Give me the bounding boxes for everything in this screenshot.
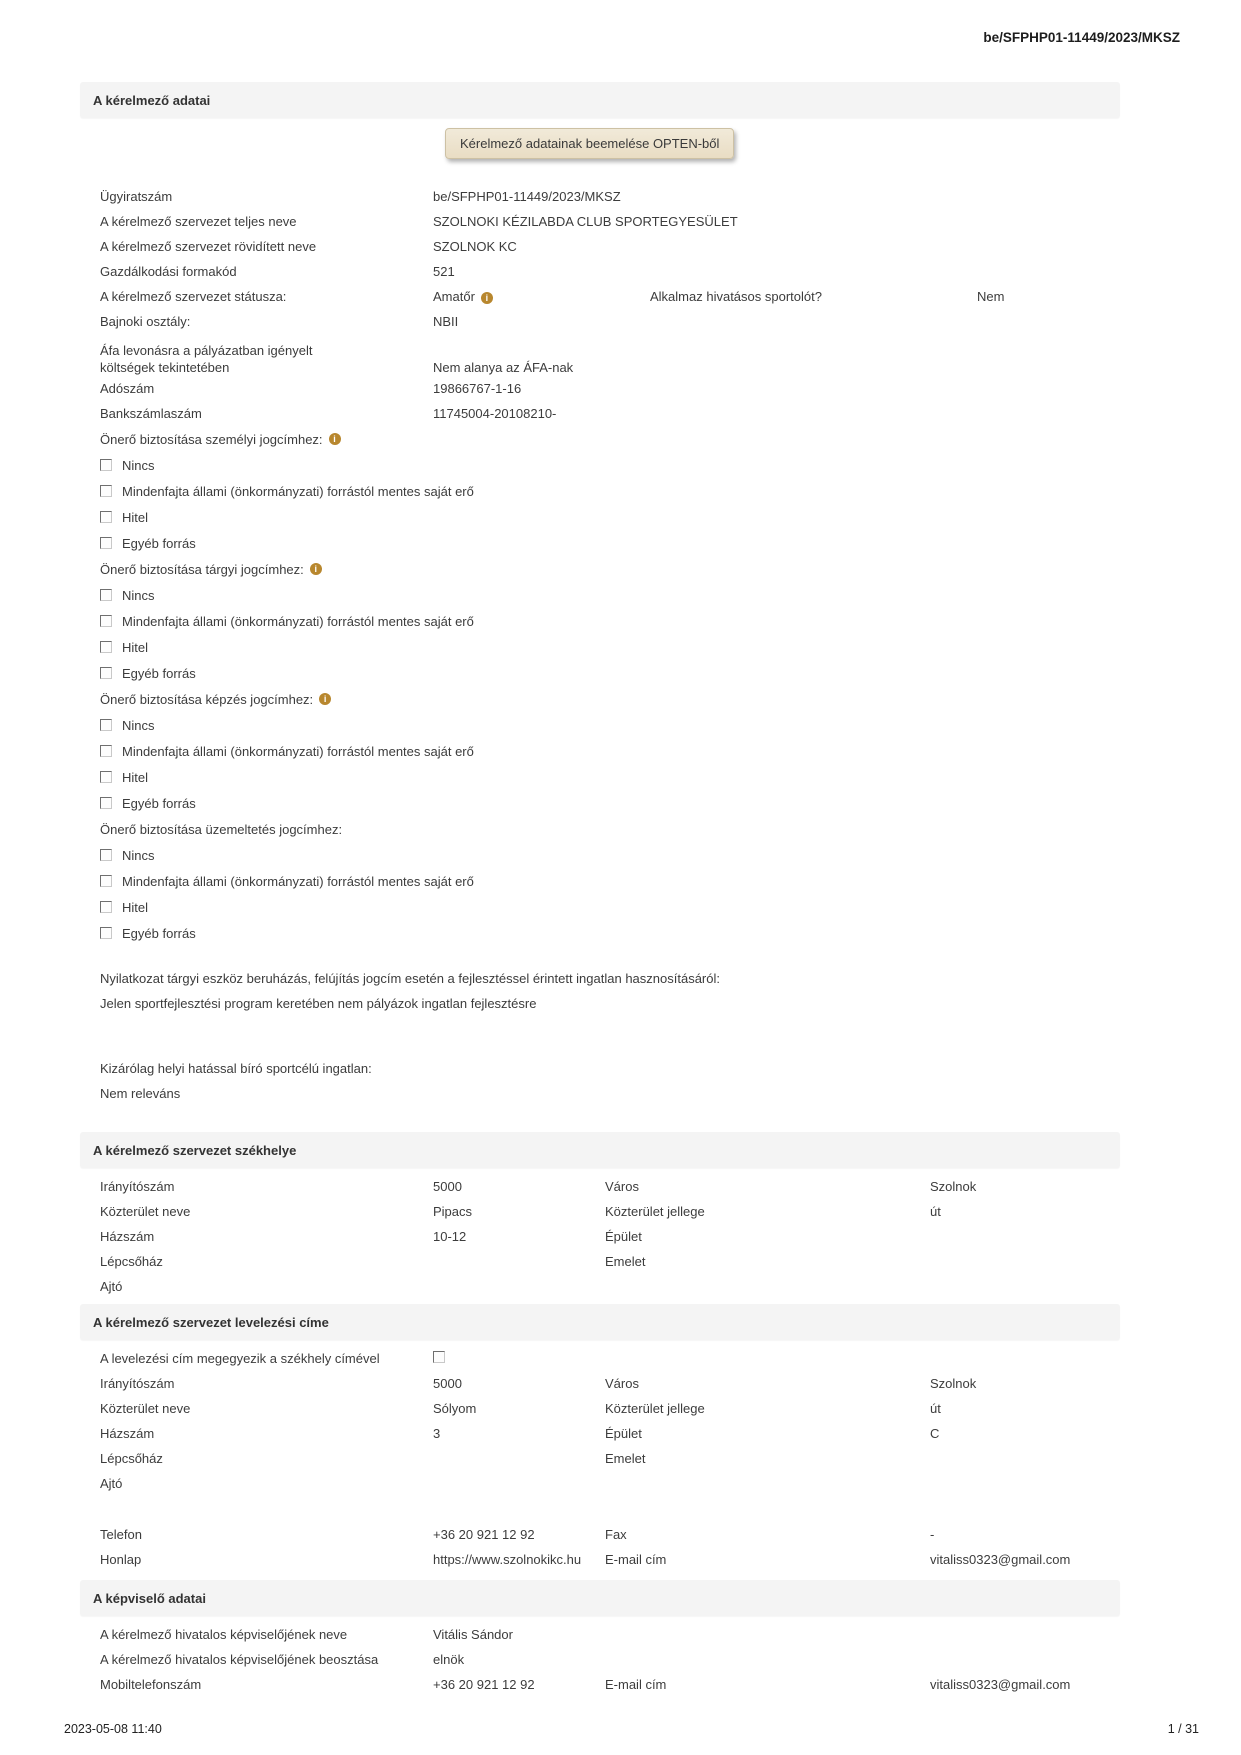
- checkbox-row: [80, 660, 1120, 686]
- section-title: A kérelmező szervezet székhelye: [93, 1142, 297, 1158]
- field-value: Szolnok: [930, 1376, 977, 1391]
- field-row-bankszamla: [80, 401, 1120, 426]
- section-header-headquarters: [80, 1132, 1120, 1168]
- address-row: [80, 1174, 1120, 1199]
- address-row: [80, 1421, 1120, 1446]
- checkbox-group-kepzes: [80, 686, 1120, 712]
- field-value: Vitális Sándor: [433, 1627, 513, 1642]
- contact-fields: [80, 1522, 1120, 1572]
- checkbox-egyeb[interactable]: [100, 797, 112, 809]
- field-value: https://www.szolnokikc.hu: [433, 1552, 582, 1567]
- field-label: A levelezési cím megegyezik a székhely címével: [100, 1351, 380, 1366]
- applicant-fields: [80, 184, 1120, 1106]
- checkbox-label: Hitel: [122, 769, 149, 785]
- status-value: Amatőr: [433, 289, 475, 304]
- checkbox-label: Nincs: [122, 457, 155, 473]
- section-header-mailing: [80, 1304, 1120, 1340]
- section-title: A kérelmező szervezet levelezési címe: [93, 1314, 329, 1330]
- representative-fields: [80, 1622, 1120, 1697]
- field-row-mobil: [80, 1672, 1120, 1697]
- opten-import-button[interactable]: Kérelmező adatainak beemelése OPTEN-ből: [445, 128, 734, 159]
- same-as-hq-row: [80, 1346, 1120, 1371]
- checkbox-row: [80, 764, 1120, 790]
- field-row-statusz: [80, 284, 1120, 309]
- field-value: be/SFPHP01-11449/2023/MKSZ: [433, 189, 621, 204]
- checkbox-row: [80, 478, 1120, 504]
- field-label: E-mail cím: [605, 1677, 667, 1692]
- checkbox-label: Mindenfajta állami (önkormányzati) forrástól mentes saját erő: [122, 743, 474, 759]
- address-row: [80, 1199, 1120, 1224]
- checkbox-sajat-ero[interactable]: [100, 745, 112, 757]
- checkbox-row: [80, 842, 1120, 868]
- field-value: 11745004-20108210-: [433, 406, 557, 421]
- checkbox-row: [80, 452, 1120, 478]
- checkbox-sajat-ero[interactable]: [100, 875, 112, 887]
- field-label: Alkalmaz hivatásos sportolót?: [650, 289, 822, 304]
- section-title: A képviselő adatai: [93, 1590, 206, 1606]
- headquarters-fields: [80, 1174, 1120, 1299]
- field-value: Szolnok: [930, 1179, 977, 1194]
- opten-button-row: [80, 128, 1120, 162]
- field-label-line1: Áfa levonásra a pályázatban igényelt: [100, 343, 313, 358]
- checkbox-group-targyi: [80, 556, 1120, 582]
- checkbox-egyeb[interactable]: [100, 537, 112, 549]
- field-value: -: [930, 1527, 935, 1542]
- checkbox-group-personal: [80, 426, 1120, 452]
- declaration-property-label: Nyilatkozat tárgyi eszköz beruházás, felújítás jogcím esetén a fejlesztéssel érintett ingatlan hasznosításáról:: [100, 971, 720, 986]
- field-label: Emelet: [605, 1254, 646, 1269]
- checkbox-row: [80, 582, 1120, 608]
- field-row-adoszam: [80, 376, 1120, 401]
- field-value: 10-12: [433, 1229, 467, 1244]
- field-value: út: [930, 1204, 941, 1219]
- field-label: Épület: [605, 1426, 642, 1441]
- contact-row: [80, 1522, 1120, 1547]
- field-label: Közterület jellege: [605, 1401, 705, 1416]
- field-value: SZOLNOKI KÉZILABDA CLUB SPORTEGYESÜLET: [433, 214, 738, 229]
- field-row-teljes-neve: [80, 209, 1120, 234]
- checkbox-label: Egyéb forrás: [122, 925, 196, 941]
- field-value: +36 20 921 12 92: [433, 1527, 535, 1542]
- field-label: Honlap: [100, 1552, 142, 1567]
- checkbox-row: [80, 738, 1120, 764]
- checkbox-label: Nincs: [122, 587, 155, 603]
- page-content: [80, 0, 1120, 1697]
- info-icon[interactable]: i: [310, 563, 322, 575]
- field-label: Közterület jellege: [605, 1204, 705, 1219]
- group-title: Önerő biztosítása személyi jogcímhez:: [100, 431, 323, 447]
- section-title: A kérelmező adatai: [93, 92, 211, 108]
- checkbox-nincs[interactable]: [100, 849, 112, 861]
- address-row: [80, 1471, 1120, 1496]
- field-value: 3: [433, 1426, 441, 1441]
- address-row: [80, 1371, 1120, 1396]
- checkbox-group-uzemeltetes: [80, 816, 1120, 842]
- field-value: elnök: [433, 1652, 465, 1667]
- field-row-afa: [80, 334, 1120, 376]
- address-row: [80, 1446, 1120, 1471]
- field-label: Mobiltelefonszám: [100, 1677, 202, 1692]
- checkbox-row: [80, 868, 1120, 894]
- address-row: [80, 1274, 1120, 1299]
- field-label: Irányítószám: [100, 1179, 175, 1194]
- field-label: Adószám: [100, 381, 155, 396]
- field-label: A kérelmező hivatalos képviselőjének beosztása: [100, 1652, 379, 1667]
- checkbox-label: Egyéb forrás: [122, 535, 196, 551]
- field-value: NBII: [433, 314, 459, 329]
- field-label: Emelet: [605, 1451, 646, 1466]
- field-label: A kérelmező szervezet státusza:: [100, 289, 287, 304]
- field-label: [100, 342, 433, 376]
- field-label-line2: költségek tekintetében: [100, 360, 230, 375]
- field-label: A kérelmező szervezet teljes neve: [100, 214, 297, 229]
- address-row: [80, 1224, 1120, 1249]
- field-value: [433, 289, 650, 304]
- address-row: [80, 1396, 1120, 1421]
- checkbox-label: Nincs: [122, 717, 155, 733]
- checkbox-sajat-ero[interactable]: [100, 485, 112, 497]
- checkbox-row: [80, 790, 1120, 816]
- info-icon[interactable]: i: [319, 693, 331, 705]
- declaration-local-value: Nem releváns: [100, 1086, 181, 1101]
- section-header-representative: [80, 1580, 1120, 1616]
- checkbox-label: Hitel: [122, 509, 149, 525]
- field-label: Gazdálkodási formakód: [100, 264, 237, 279]
- checkbox-label: Hitel: [122, 899, 149, 915]
- field-label: E-mail cím: [605, 1552, 667, 1567]
- field-label: Ügyiratszám: [100, 189, 173, 204]
- field-label: Ajtó: [100, 1476, 123, 1491]
- declaration-local-label: Kizárólag helyi hatással bíró sportcélú ingatlan:: [100, 1061, 372, 1076]
- mailing-fields: [80, 1346, 1120, 1496]
- field-row-ugyiratszam: [80, 184, 1120, 209]
- checkbox-nincs[interactable]: [100, 589, 112, 601]
- field-value: 19866767-1-16: [433, 381, 522, 396]
- info-icon[interactable]: i: [481, 292, 493, 304]
- field-row-bajnoki: [80, 309, 1120, 334]
- field-label: A kérelmező hivatalos képviselőjének neve: [100, 1627, 348, 1642]
- field-row-rovid-neve: [80, 234, 1120, 259]
- checkbox-row: [80, 894, 1120, 920]
- group-title: Önerő biztosítása üzemeltetés jogcímhez:: [100, 821, 343, 837]
- footer-page-number: 1 / 31: [1167, 1722, 1199, 1736]
- field-value: út: [930, 1401, 941, 1416]
- contact-row: [80, 1547, 1120, 1572]
- checkbox-row: [80, 608, 1120, 634]
- checkbox-row: [80, 530, 1120, 556]
- checkbox-label: Hitel: [122, 639, 149, 655]
- document-number: be/SFPHP01-11449/2023/MKSZ: [983, 30, 1180, 45]
- checkbox-row: [80, 634, 1120, 660]
- checkbox-nincs[interactable]: [100, 719, 112, 731]
- footer-date: 2023-05-08 11:40: [64, 1722, 162, 1736]
- field-label: Bankszámlaszám: [100, 406, 202, 421]
- field-label: Épület: [605, 1229, 642, 1244]
- checkbox-egyeb[interactable]: [100, 667, 112, 679]
- checkbox-label: Mindenfajta állami (önkormányzati) forrástól mentes saját erő: [122, 483, 474, 499]
- field-label: Házszám: [100, 1426, 155, 1441]
- field-value: SZOLNOK KC: [433, 239, 517, 254]
- field-row-formakod: [80, 259, 1120, 284]
- info-icon[interactable]: i: [329, 433, 341, 445]
- field-value: vitaliss0323@gmail.com: [930, 1677, 1071, 1692]
- checkbox-hitel[interactable]: [100, 901, 112, 913]
- checkbox-label: Mindenfajta állami (önkormányzati) forrástól mentes saját erő: [122, 873, 474, 889]
- field-row-kepviselo-beosztasa: [80, 1647, 1120, 1672]
- checkbox-label: Mindenfajta állami (önkormányzati) forrástól mentes saját erő: [122, 613, 474, 629]
- field-label: Város: [605, 1179, 639, 1194]
- field-label: Fax: [605, 1527, 627, 1542]
- field-value: +36 20 921 12 92: [433, 1677, 535, 1692]
- checkbox-egyeb[interactable]: [100, 927, 112, 939]
- checkbox-same-address[interactable]: [433, 1351, 445, 1363]
- field-label: Ajtó: [100, 1279, 123, 1294]
- checkbox-hitel[interactable]: [100, 641, 112, 653]
- declaration-property-value: Jelen sportfejlesztési program keretében nem pályázok ingatlan fejlesztésre: [100, 996, 537, 1011]
- field-label: Bajnoki osztály:: [100, 314, 191, 329]
- checkbox-hitel[interactable]: [100, 771, 112, 783]
- address-row: [80, 1249, 1120, 1274]
- field-label: Közterület neve: [100, 1401, 191, 1416]
- checkbox-nincs[interactable]: [100, 459, 112, 471]
- field-label: Lépcsőház: [100, 1451, 163, 1466]
- field-label: Házszám: [100, 1229, 155, 1244]
- checkbox-label: Egyéb forrás: [122, 795, 196, 811]
- field-row-kepviselo-neve: [80, 1622, 1120, 1647]
- field-label: Lépcsőház: [100, 1254, 163, 1269]
- checkbox-sajat-ero[interactable]: [100, 615, 112, 627]
- group-title: Önerő biztosítása képzés jogcímhez:: [100, 691, 314, 707]
- group-title: Önerő biztosítása tárgyi jogcímhez:: [100, 561, 304, 577]
- field-value: 521: [433, 264, 455, 279]
- field-value: 5000: [433, 1376, 462, 1391]
- section-header-applicant: [80, 82, 1120, 118]
- field-label: A kérelmező szervezet rövidített neve: [100, 239, 317, 254]
- field-value: Nem alanya az ÁFA-nak: [433, 360, 574, 375]
- field-value: vitaliss0323@gmail.com: [930, 1552, 1071, 1567]
- field-label: Telefon: [100, 1527, 142, 1542]
- field-label: Város: [605, 1376, 639, 1391]
- checkbox-row: [80, 504, 1120, 530]
- checkbox-row: [80, 712, 1120, 738]
- field-label: Közterület neve: [100, 1204, 191, 1219]
- field-value: 5000: [433, 1179, 462, 1194]
- checkbox-hitel[interactable]: [100, 511, 112, 523]
- field-label: Irányítószám: [100, 1376, 175, 1391]
- field-value: Sólyom: [433, 1401, 477, 1416]
- field-value: Nem: [977, 289, 1005, 304]
- field-value: Pipacs: [433, 1204, 473, 1219]
- checkbox-row: [80, 920, 1120, 946]
- checkbox-label: Nincs: [122, 847, 155, 863]
- field-value: C: [930, 1426, 940, 1441]
- checkbox-label: Egyéb forrás: [122, 665, 196, 681]
